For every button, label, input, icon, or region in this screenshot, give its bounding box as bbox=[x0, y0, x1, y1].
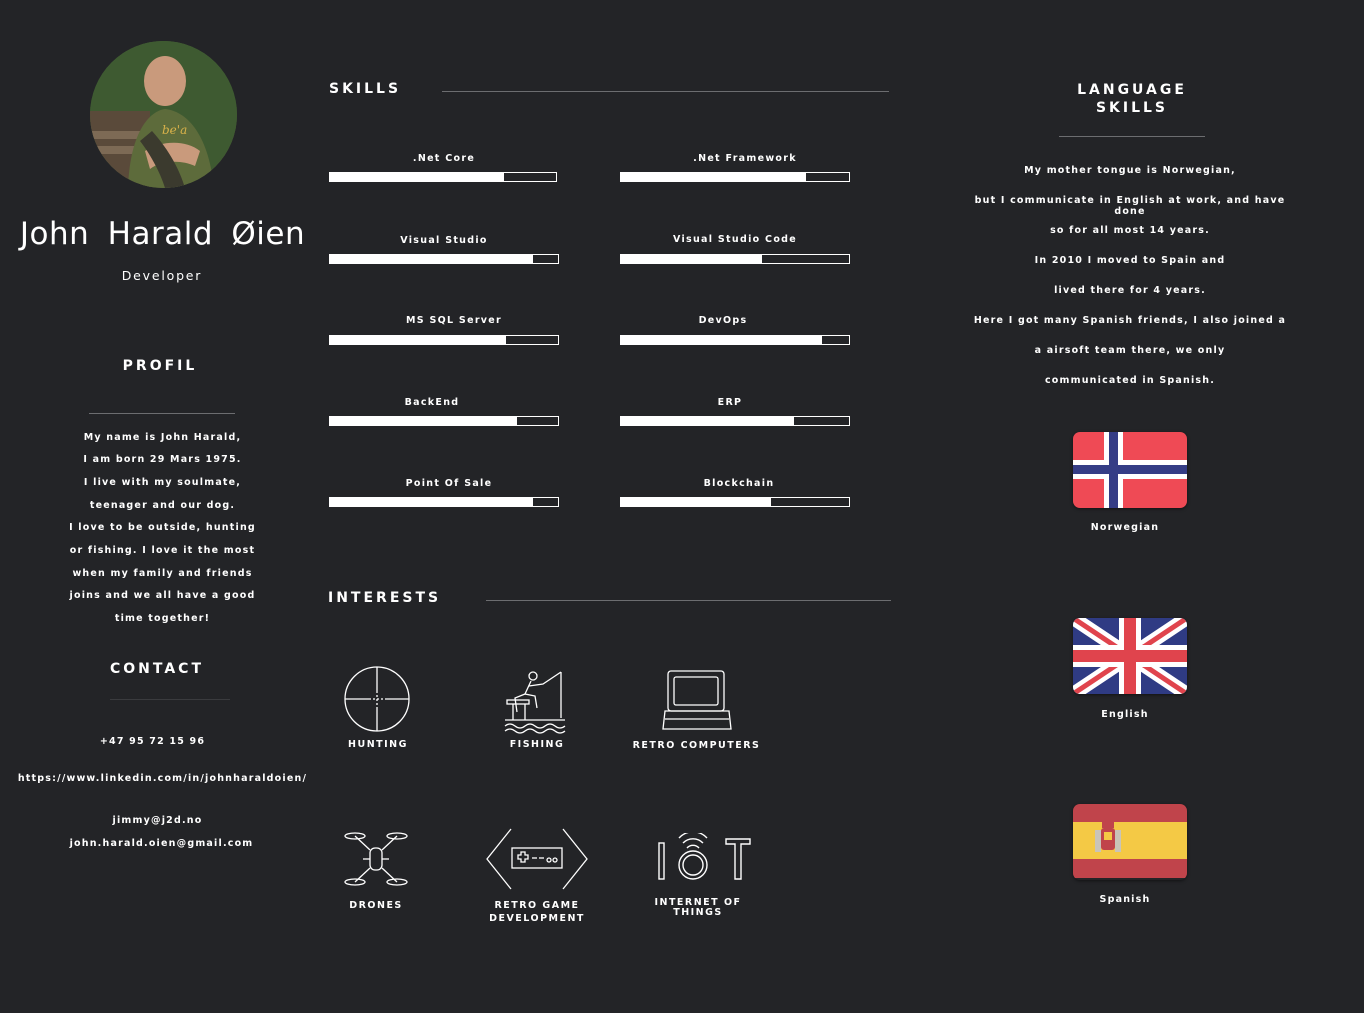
skills-divider bbox=[442, 91, 889, 92]
language-text-line: lived there for 4 years. bbox=[1054, 285, 1206, 296]
skill-bar-fill bbox=[330, 255, 533, 263]
skill-bar-fill bbox=[621, 255, 762, 263]
language-text-line: In 2010 I moved to Spain and bbox=[1034, 255, 1226, 266]
crosshair-icon bbox=[343, 665, 411, 735]
person-name: John Harald Øien bbox=[19, 216, 306, 252]
skill-label: .Net Framework bbox=[693, 153, 797, 164]
profile-text-line: when my family and friends bbox=[72, 568, 253, 579]
interest-label: RETRO COMPUTERS bbox=[632, 740, 761, 751]
language-label: Norwegian bbox=[1090, 522, 1160, 533]
skill-label: BackEnd bbox=[404, 397, 460, 408]
profile-text-line: I love to be outside, hunting bbox=[69, 522, 256, 533]
language-heading-line: SKILLS bbox=[1095, 100, 1169, 116]
skill-bar-fill bbox=[621, 336, 822, 344]
iot-icon bbox=[656, 833, 754, 883]
language-heading bbox=[1032, 81, 1232, 117]
profile-text-line: I am born 29 Mars 1975. bbox=[83, 454, 242, 465]
norway-flag-icon bbox=[1073, 432, 1187, 508]
interests-divider bbox=[486, 600, 891, 601]
skill-bar-fill bbox=[621, 417, 794, 425]
skill-bar bbox=[620, 172, 850, 182]
language-heading-line: LANGUAGE bbox=[1077, 82, 1187, 98]
language-text-line: but I communicate in English at work, and have done bbox=[974, 195, 1286, 217]
language-text-line: so for all most 14 years. bbox=[1050, 225, 1210, 236]
person-role: Developer bbox=[121, 268, 203, 283]
skill-bar bbox=[620, 497, 850, 507]
skill-label: ERP bbox=[717, 397, 743, 408]
skills-heading: SKILLS bbox=[329, 81, 402, 97]
language-label: Spanish bbox=[1099, 894, 1151, 905]
svg-text:be'a: be'a bbox=[162, 123, 188, 137]
language-text-line: My mother tongue is Norwegian, bbox=[1024, 165, 1236, 176]
skill-bar bbox=[329, 254, 559, 264]
skill-bar bbox=[620, 254, 850, 264]
skill-bar-fill bbox=[621, 173, 806, 181]
uk-flag-icon bbox=[1073, 618, 1187, 694]
skill-bar bbox=[620, 335, 850, 345]
contact-phone[interactable]: +47 95 72 15 96 bbox=[99, 736, 206, 747]
language-text-line: a airsoft team there, we only bbox=[1034, 345, 1226, 356]
skill-bar bbox=[329, 497, 559, 507]
profile-heading: PROFIL bbox=[122, 358, 198, 374]
avatar bbox=[90, 41, 237, 188]
interest-label: RETRO GAME DEVELOPMENT bbox=[489, 900, 585, 924]
profile-text-line: I live with my soulmate, bbox=[83, 477, 242, 488]
contact-email-link[interactable]: jimmy@j2d.no bbox=[112, 815, 203, 826]
profile-divider bbox=[89, 413, 235, 414]
language-text-line: communicated in Spanish. bbox=[1044, 375, 1216, 386]
language-label: English bbox=[1101, 709, 1149, 720]
contact-divider bbox=[110, 699, 230, 700]
skill-bar-fill bbox=[330, 498, 533, 506]
skill-label: DevOps bbox=[698, 315, 748, 326]
skill-bar-fill bbox=[330, 417, 517, 425]
profile-text-line: joins and we all have a good bbox=[69, 590, 256, 601]
contact-linkedin-link[interactable]: https://www.linkedin.com/in/johnharaldoien/ bbox=[17, 773, 308, 784]
profile-text-line: or fishing. I love it the most bbox=[69, 545, 256, 556]
skill-label: Visual Studio Code bbox=[672, 234, 797, 245]
fisherman-icon bbox=[503, 668, 567, 734]
language-divider bbox=[1059, 136, 1205, 137]
retro-computer-icon bbox=[661, 669, 733, 733]
skill-label: Visual Studio bbox=[400, 235, 488, 246]
skill-bar-fill bbox=[330, 336, 506, 344]
interests-heading: INTERESTS bbox=[328, 590, 442, 606]
skill-bar bbox=[329, 335, 559, 345]
contact-email-link[interactable]: john.harald.oien@gmail.com bbox=[69, 838, 254, 849]
interest-label: FISHING bbox=[509, 739, 565, 750]
interest-label: HUNTING bbox=[348, 739, 408, 750]
drone-icon bbox=[343, 826, 409, 892]
language-text-line: Here I got many Spanish friends, I also joined a bbox=[973, 315, 1287, 326]
skill-label: MS SQL Server bbox=[405, 315, 503, 326]
skill-bar bbox=[620, 416, 850, 426]
skill-label: Blockchain bbox=[703, 478, 775, 489]
skill-bar-fill bbox=[330, 173, 504, 181]
skill-bar-fill bbox=[621, 498, 771, 506]
skill-label: Point Of Sale bbox=[405, 478, 493, 489]
skill-bar bbox=[329, 416, 559, 426]
spain-flag-icon bbox=[1073, 804, 1187, 880]
gamepad-icon bbox=[485, 827, 589, 891]
profile-text-line: teenager and our dog. bbox=[89, 500, 236, 511]
profile-text-line: time together! bbox=[114, 613, 211, 624]
interest-label: INTERNET OF THINGS bbox=[654, 897, 742, 918]
profile-text-line: My name is John Harald, bbox=[83, 432, 242, 443]
skill-bar bbox=[329, 172, 557, 182]
contact-heading: CONTACT bbox=[109, 661, 204, 677]
interest-label: DRONES bbox=[349, 900, 403, 911]
skill-label: .Net Core bbox=[412, 153, 476, 164]
